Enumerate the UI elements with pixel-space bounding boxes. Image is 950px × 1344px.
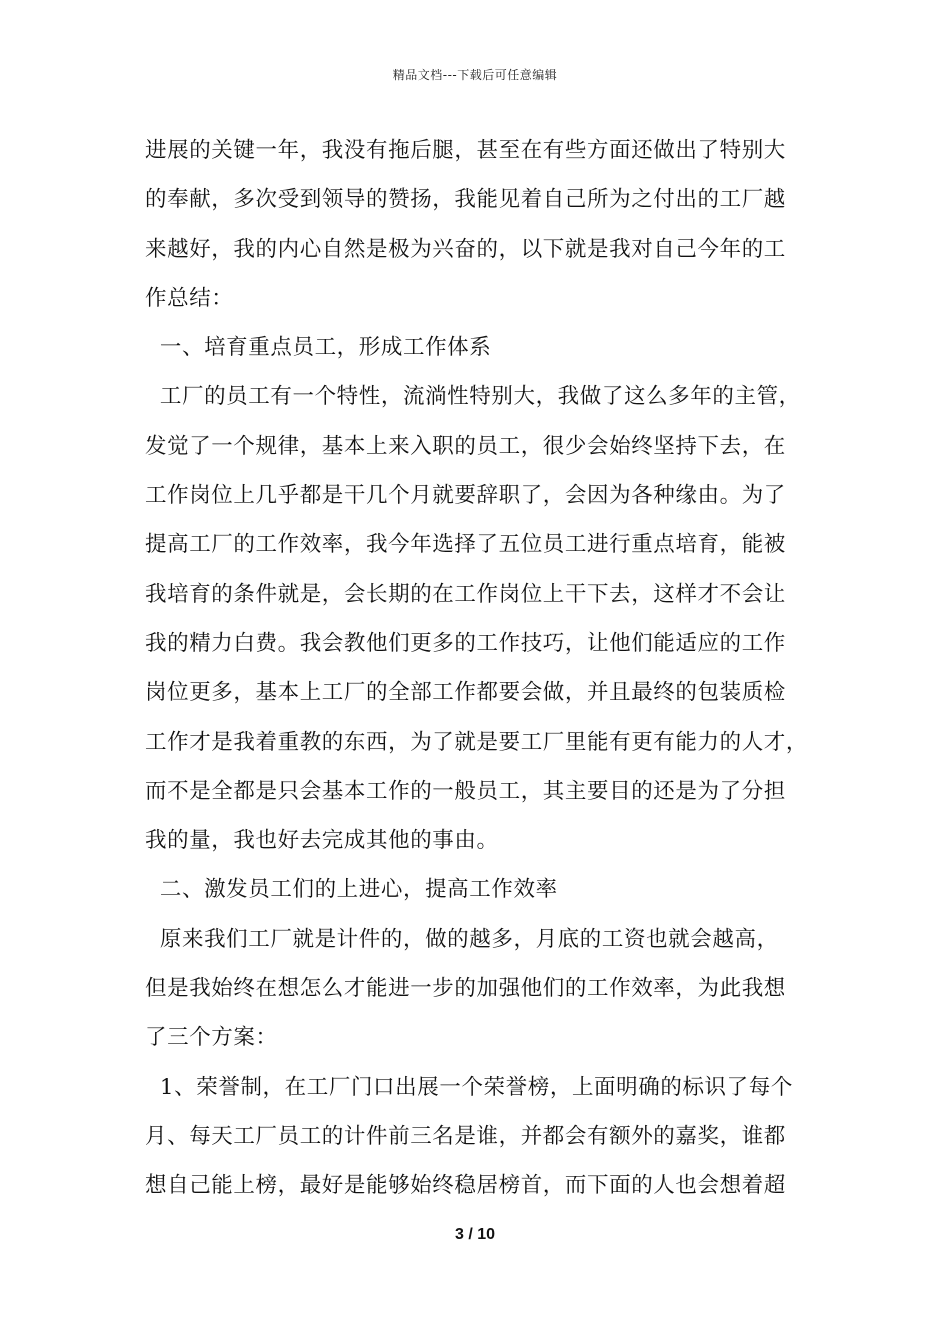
text-line: 工作才是我着重教的东西，为了就是要工厂里能有更有能力的人才， [145, 729, 809, 755]
text-line: 我的量，我也好去完成其他的事由。 [145, 828, 499, 854]
text-line: 1、荣誉制，在工厂门口出展一个荣誉榜，上面明确的标识了每个 [145, 1074, 793, 1100]
text-line: 发觉了一个规律，基本上来入职的员工，很少会始终坚持下去，在 [145, 433, 786, 459]
text-line: 提高工厂的工作效率，我今年选择了五位员工进行重点培育，能被 [145, 532, 786, 558]
page-number: 3 / 10 [454, 1226, 496, 1243]
text-line: 工作岗位上几乎都是干几个月就要辞职了，会因为各种缘由。为了 [145, 483, 786, 509]
page-header: 精品文档---下载后可任意编辑 [392, 68, 558, 82]
text-line: 的奉献，多次受到领导的赞扬，我能见着自己所为之付出的工厂越 [145, 187, 786, 213]
text-line: 岗位更多，基本上工厂的全部工作都要会做，并且最终的包装质检 [145, 680, 786, 706]
text-line: 想自己能上榜，最好是能够始终稳居榜首，而下面的人也会想着超 [145, 1173, 786, 1199]
section-heading: 一、培育重点员工，形成工作体系 [145, 335, 492, 361]
text-line: 但是我始终在想怎么才能进一步的加强他们的工作效率，为此我想 [145, 976, 786, 1002]
text-line: 工厂的员工有一个特性，流淌性特别大，我做了这么多年的主管， [145, 384, 801, 410]
text-line: 月、每天工厂员工的计件前三名是谁，并都会有额外的嘉奖，谁都 [145, 1123, 786, 1149]
text-line: 我的精力白费。我会教他们更多的工作技巧，让他们能适应的工作 [145, 630, 786, 656]
text-line: 而不是全都是只会基本工作的一般员工，其主要目的还是为了分担 [145, 778, 786, 804]
text-line: 我培育的条件就是，会长期的在工作岗位上干下去，这样才不会让 [145, 581, 786, 607]
text-line: 进展的关键一年，我没有拖后腿，甚至在有些方面还做出了特别大 [145, 138, 786, 163]
document-body [145, 126, 825, 1211]
text-line: 原来我们工厂就是计件的，做的越多，月底的工资也就会越高， [145, 926, 779, 952]
section-heading: 二、激发员工们的上进心，提高工作效率 [145, 877, 558, 903]
text-line: 来越好，我的内心自然是极为兴奋的，以下就是我对自己今年的工 [145, 236, 786, 262]
text-line: 作总结： [145, 285, 234, 311]
text-line: 了三个方案： [145, 1025, 278, 1051]
